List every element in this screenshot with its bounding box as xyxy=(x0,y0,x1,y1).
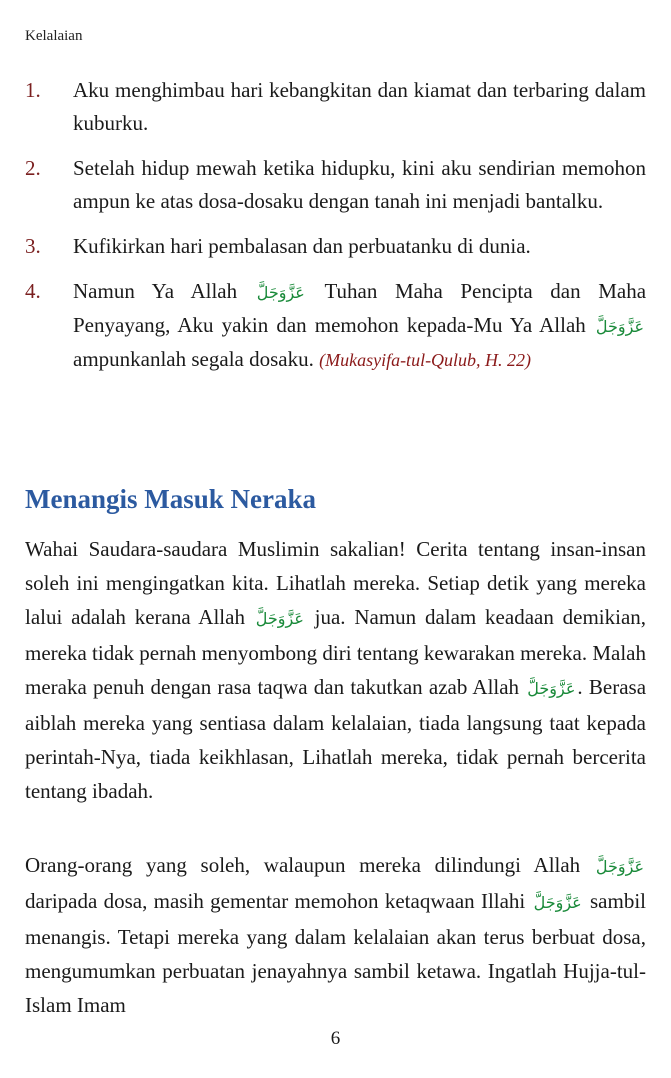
honorific-glyph: عَزَّوَجَلَّ xyxy=(595,317,645,336)
list-item xyxy=(25,230,646,263)
honorific-glyph: عَزَّوَجَلَّ xyxy=(255,609,304,628)
list-item xyxy=(25,275,646,377)
list-text: Aku menghimbau hari kebangkitan dan kiamat dan terbaring dalam kuburku. xyxy=(73,78,646,135)
section-heading: Menangis Masuk Neraka xyxy=(25,484,317,514)
list-text xyxy=(73,275,646,377)
text-segment: jua. Namun dalam keadaan demikian, mereka tidak pernah menyombong diri tentang kewarakan mereka. Malah meraka penuh dengan rasa taqwa dan takutkan azab Allah xyxy=(25,605,647,699)
honorific-glyph: عَزَّوَجَلَّ xyxy=(595,857,645,876)
text-segment: Wahai Saudara-saudara Muslimin sakalian! Cerita tentang insan-insan soleh ini mengingatkan kita. Lihatlah mereka. Setiap detik yang mereka lalui adalah kerana Allah xyxy=(25,537,646,629)
verse-list xyxy=(25,74,646,389)
list-item xyxy=(25,152,646,218)
list-item xyxy=(25,74,646,140)
honorific-glyph: عَزَّوَجَلَّ xyxy=(256,283,305,302)
citation: (Mukasyifa-tul-Qulub, H. 22) xyxy=(319,350,532,370)
body-paragraph xyxy=(25,848,646,1022)
honorific-glyph: عَزَّوَجَلَّ xyxy=(527,679,576,698)
list-text: Setelah hidup mewah ketika hidupku, kini aku sendirian memohon ampun ke atas dosa-dosaku dengan tanah ini menjadi bantalku. xyxy=(73,156,646,213)
list-number: 1. xyxy=(25,78,41,102)
text-segment: sambil menangis. Tetapi mereka yang dalam kelalaian akan terus berbuat dosa, mengumumkan perbuatan jenayahnya sambil ketawa. Ingatlah Hujja-tul-Islam Imam xyxy=(25,889,646,1017)
page-number: 6 xyxy=(330,1028,341,1049)
text-segment: . Berasa aiblah mereka yang sentiasa dalam kelalaian, tiada langsung taat kepada perintah-Nya, tiada keikhlasan, Lihatlah mereka, tidak pernah bercerita tentang ibadah. xyxy=(25,675,647,803)
list-number: 2. xyxy=(25,156,41,180)
honorific-glyph: عَزَّوَجَلَّ xyxy=(533,893,582,912)
list-number: 3. xyxy=(25,234,41,258)
text-segment: Namun Ya Allah xyxy=(73,279,238,303)
list-number: 4. xyxy=(25,279,41,303)
running-head: Kelalaian xyxy=(25,28,83,44)
text-segment: Tuhan Maha Pencipta dan Maha Penyayang, Aku yakin dan memohon kepada-Mu Ya Allah xyxy=(73,279,647,337)
list-text: Kufikirkan hari pembalasan dan perbuatanku di dunia. xyxy=(73,234,531,258)
text-segment: daripada dosa, masih gementar memohon ketaqwaan Illahi xyxy=(25,889,526,913)
text-segment: ampunkanlah segala dosaku. xyxy=(73,347,314,371)
body-paragraph xyxy=(25,532,646,808)
text-segment: Orang-orang yang soleh, walaupun mereka dilindungi Allah xyxy=(25,853,581,877)
